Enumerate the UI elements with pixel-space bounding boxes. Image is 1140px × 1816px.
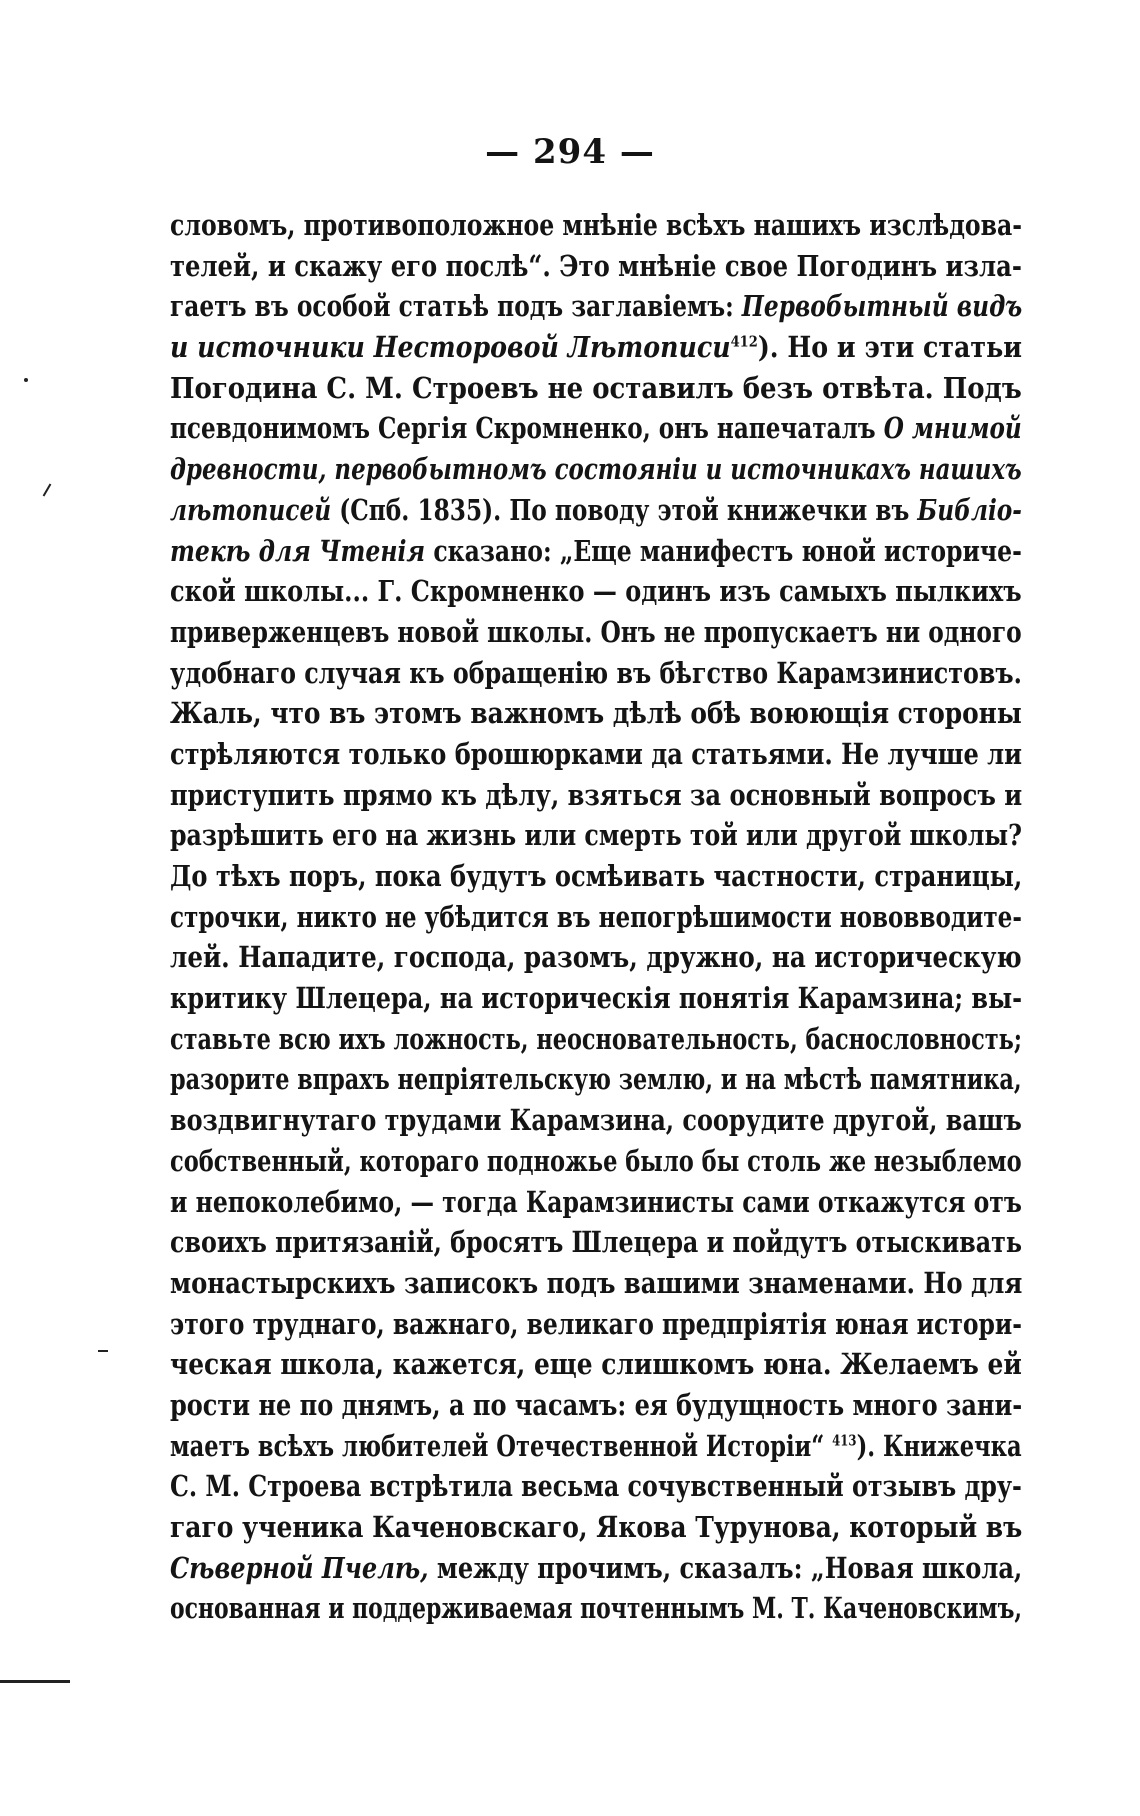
text-segment: строчки, никто не убѣдится въ непогрѣшимости нововводите- [170, 899, 1022, 934]
text-segment: приступить прямо къ дѣлу, взяться за основный вопросъ и [170, 777, 1022, 812]
text-line [170, 1019, 1022, 1060]
text-segment: Жаль, что въ этомъ важномъ дѣлѣ обѣ воюющія стороны [170, 696, 1022, 731]
text-line [170, 1426, 1022, 1467]
text-line [170, 612, 1022, 653]
italic-title: Библіо- [917, 492, 1022, 527]
text-line [170, 246, 1022, 287]
text-line [170, 1141, 1022, 1182]
text-line [170, 490, 1022, 531]
text-segment: ). Но и эти статьи [757, 330, 1022, 365]
text-segment: своихъ притязаній, бросятъ Шлецера и пойдутъ отыскивать [170, 1225, 1022, 1260]
text-line [170, 937, 1022, 978]
text-segment: До тѣхъ поръ, пока будутъ осмѣивать частности, страницы, [170, 859, 1022, 893]
text-segment: ческая школа, кажется, еще слишкомъ юна. Желаемъ ей [170, 1347, 1022, 1382]
text-segment: Погодина С. М. Строевъ не оставилъ безъ отвѣта. Подъ [170, 370, 1022, 405]
body-text [170, 205, 1022, 1629]
text-line [170, 693, 1022, 734]
footnote-marker: 413 [832, 1430, 857, 1449]
text-segment: стрѣляются только брошюрками да статьями. Не лучше ли [170, 736, 1022, 771]
text-segment: разрѣшить его на жизнь или смерть той или другой школы? [170, 818, 1022, 853]
text-segment: рости не по днямъ, а по часамъ: ея будущность много зани- [170, 1387, 1022, 1422]
text-segment: этого труднаго, важнаго, великаго предпріятія юная истори- [170, 1306, 1022, 1341]
text-line [170, 571, 1022, 612]
text-segment: гаго ученика Каченовскаго, Якова Турунова, который въ [170, 1510, 1022, 1544]
text-line [170, 408, 1022, 449]
text-line [170, 327, 1022, 368]
text-line [170, 1182, 1022, 1223]
margin-dot [24, 378, 28, 382]
text-line [170, 1222, 1022, 1263]
text-segment: основанная и поддерживаемая почтеннымъ М. Т. Каченовскимъ, [170, 1591, 1022, 1626]
text-line [170, 1507, 1022, 1548]
text-line [170, 1100, 1022, 1141]
text-segment: ставьте всю ихъ ложность, неосновательность, баснословность; [170, 1021, 1022, 1056]
text-segment: критику Шлецера, на историческія понятія Карамзина; вы- [170, 981, 1022, 1016]
italic-title: Сѣверной Пчелѣ, [170, 1550, 429, 1585]
page-number: — 294 — [485, 132, 655, 172]
margin-rule [0, 1680, 70, 1683]
text-line [170, 1466, 1022, 1507]
text-segment: удобнаго случая къ обращенію въ бѣгство Карамзинистовъ. [170, 655, 1022, 690]
text-segment: и непоколебимо, — тогда Карамзинисты сами откажутся отъ [170, 1184, 1022, 1219]
text-line [170, 1263, 1022, 1304]
text-segment: псевдонимомъ Сергія Скромненко, онъ напечаталъ [170, 411, 884, 446]
italic-title: лѣтописей [170, 492, 332, 527]
text-line [170, 1059, 1022, 1100]
text-segment: приверженцевъ новой школы. Онъ не пропускаетъ ни одного [170, 614, 1022, 649]
italic-title: Первобытный видъ [741, 289, 1022, 324]
text-segment: (Спб. 1835). По поводу этой книжечки въ [331, 492, 918, 527]
text-segment: лей. Нападите, господа, разомъ, дружно, на историческую [170, 940, 1022, 975]
text-segment: воздвигнутаго трудами Карамзина, соорудите другой, вашъ [170, 1103, 1022, 1138]
text-line [170, 449, 1022, 490]
text-segment: монастырскихъ записокъ подъ вашими знаменами. Но для [170, 1265, 1022, 1300]
text-line [170, 856, 1022, 897]
italic-title: и источники Несторовой Лѣтописи [170, 330, 731, 365]
text-line [170, 1548, 1022, 1589]
text-segment: телей, и скажу его послѣ“. Это мнѣніе свое Погодинъ изла- [170, 248, 1022, 283]
text-line [170, 653, 1022, 694]
text-segment: маетъ всѣхъ любителей Отечественной Исторіи“ [170, 1428, 833, 1463]
text-line [170, 286, 1022, 327]
text-segment: словомъ, противоположное мнѣніе всѣхъ нашихъ изслѣдова- [170, 208, 1022, 242]
text-line [170, 1344, 1022, 1385]
text-segment: гаетъ въ особой статьѣ подъ заглавіемъ: [170, 289, 742, 324]
text-segment: ской школы... Г. Скромненко — одинъ изъ самыхъ пылкихъ [170, 574, 1022, 609]
text-line [170, 815, 1022, 856]
text-line [170, 1385, 1022, 1426]
text-line [170, 1304, 1022, 1345]
text-line [170, 978, 1022, 1019]
italic-title: О мнимой [883, 411, 1022, 446]
italic-title: текѣ для Чтенія [170, 533, 426, 568]
text-segment: собственный, котораго подножье было бы столь же незыблемо [170, 1143, 1022, 1178]
text-segment: разорите впрахъ непріятельскую землю, и на мѣстѣ памятника, [170, 1062, 1022, 1097]
margin-dash [98, 1350, 108, 1352]
margin-tick [43, 483, 52, 496]
italic-title: древности, первобытномъ состояніи и источникахъ нашихъ [170, 452, 1022, 487]
text-segment: ). Книжечка [856, 1428, 1022, 1463]
text-line [170, 531, 1022, 572]
text-segment: между прочимъ, сказалъ: „Новая школа, [428, 1550, 1022, 1585]
text-line [170, 775, 1022, 816]
footnote-marker: 412 [730, 332, 758, 351]
text-segment: сказано: „Еще манифестъ юной историче- [425, 533, 1022, 568]
text-line [170, 734, 1022, 775]
text-segment: С. М. Строева встрѣтила весьма сочувственный отзывъ дру- [170, 1469, 1022, 1504]
text-line [170, 1588, 1022, 1629]
text-line [170, 205, 1022, 246]
text-line [170, 897, 1022, 938]
text-line [170, 368, 1022, 409]
